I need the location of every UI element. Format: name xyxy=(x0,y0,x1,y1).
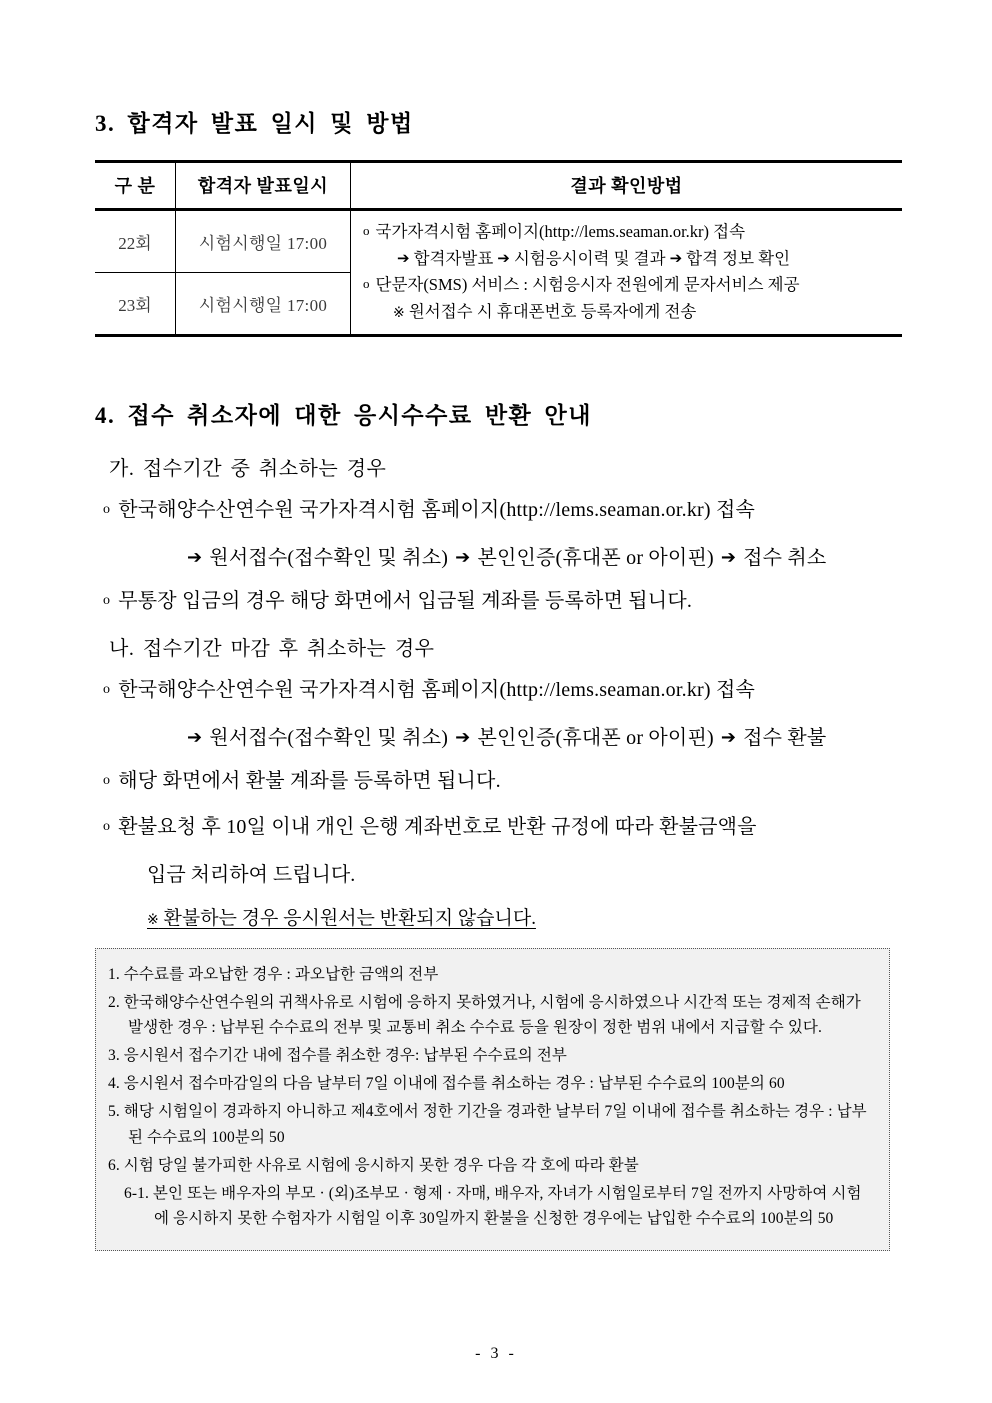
group-b-note-text: 환불하는 경우 응시원서는 반환되지 않습니다. xyxy=(163,907,536,929)
refund-rule-item: 5. 해당 시험일이 경과하지 아니하고 제4호에서 정한 기간을 경과한 날부터 7일 이내에 접수를 취소하는 경우 : 납부된 수수료의 100분의 50 xyxy=(108,1103,867,1146)
page-number: - 3 - xyxy=(475,1345,517,1362)
refund-rule-item: 2. 한국해양수산연수원의 귀책사유로 시험에 응하지 못하였거나, 시험에 응시하였으나 시간적 또는 경제적 손해가 발생한 경우 : 납부된 수수료의 전부 및 교통비 취소 수수료 등을 원장이 정한 범위 내에서 지급할 수 있다. xyxy=(108,993,861,1037)
refund-rules-box xyxy=(95,948,890,1251)
arrow-icon: ➔ xyxy=(187,546,203,568)
group-b-note xyxy=(95,903,895,930)
method-line-2-text: 단문자(SMS) 서비스 : 시험응시자 전원에게 문자서비스 제공 xyxy=(375,275,800,295)
group-b-bullet-3-line-1: 환불요청 후 10일 이내 개인 은행 계좌번호로 반환 규정에 따라 환불금액을 xyxy=(118,815,757,838)
refund-rule-item: 1. 수수료를 과오납한 경우 : 과오납한 금액의 전부 xyxy=(108,965,439,983)
arrow-icon: ➔ xyxy=(497,248,510,267)
group-a-label: 가. 접수기간 중 취소하는 경우 xyxy=(109,457,387,480)
refund-rule-sub-item: 6-1. 본인 또는 배우자의 부모 · (외)조부모 · 형제 · 자매, 배우자, 자녀가 시험일로부터 7일 전까지 사망하여 시험에 응시하지 못한 수험자가 시험일 이후 30일까지 환불을 신청한 경우에는 납입한 수수료의 100분의 50 xyxy=(124,1184,862,1227)
group-b-bullet-1 xyxy=(95,675,895,705)
group-b-flow-step-3: 접수 환불 xyxy=(743,726,827,749)
table-row xyxy=(95,210,902,273)
arrow-icon: ➔ xyxy=(455,726,471,748)
group-a-bullet-1 xyxy=(95,495,895,525)
group-a-flow-step-1: 원서접수(접수확인 및 취소) xyxy=(209,546,449,569)
cell-datetime-23: 시험시행일 17:00 xyxy=(176,272,351,335)
circle-bullet-icon: ο xyxy=(363,276,370,292)
group-b-label: 나. 접수기간 마감 후 취소하는 경우 xyxy=(109,637,435,660)
group-a-bullet-2-text: 무통장 입금의 경우 해당 화면에서 입금될 계좌를 등록하면 됩니다. xyxy=(118,589,693,612)
group-a-bullet-1-text: 한국해양수산연수원 국가자격시험 홈페이지(http://lems.seaman.or.kr) 접속 xyxy=(118,498,755,521)
group-b-bullet-3-line-2: 입금 처리하여 드립니다. xyxy=(147,863,356,886)
group-b-bullet-2 xyxy=(95,766,895,796)
group-a-flow xyxy=(95,541,895,570)
arrow-icon: ➔ xyxy=(187,726,203,748)
section-3-heading: 3. 합격자 발표 일시 및 방법 xyxy=(95,111,414,136)
method-line-1 xyxy=(363,219,898,246)
table-header-row xyxy=(95,162,902,210)
cell-datetime-22: 시험시행일 17:00 xyxy=(176,210,351,273)
table-header-division: 구 분 xyxy=(95,162,176,210)
circle-bullet-icon: ο xyxy=(103,592,111,608)
section-4 xyxy=(95,397,895,1251)
table-header-datetime: 합격자 발표일시 xyxy=(176,162,351,210)
circle-bullet-icon: ο xyxy=(103,501,111,517)
group-b-bullet-3 xyxy=(95,812,895,842)
reference-mark-icon: ※ xyxy=(393,305,405,322)
refund-rule-item: 3. 응시원서 접수기간 내에 접수를 취소한 경우: 납부된 수수료의 전부 xyxy=(108,1047,567,1065)
flow-step-2: 시험응시이력 및 결과 xyxy=(513,248,666,268)
group-b-flow-step-2: 본인인증(휴대폰 or 아이핀) xyxy=(477,726,714,749)
method-note-text: 원서접수 시 휴대폰번호 등록자에게 전송 xyxy=(408,302,697,322)
circle-bullet-icon: ο xyxy=(103,818,111,834)
page-content xyxy=(95,105,895,1251)
circle-bullet-icon: ο xyxy=(363,223,370,238)
cell-method xyxy=(351,210,903,336)
announcement-table xyxy=(95,160,902,337)
flow-step-3: 합격 정보 확인 xyxy=(686,248,791,268)
method-line-1-text: 국가자격시험 홈페이지(http://lems.seaman.or.kr) 접속 xyxy=(375,222,746,241)
method-line-2 xyxy=(363,272,898,299)
cell-division-22: 22회 xyxy=(95,210,176,273)
circle-bullet-icon: ο xyxy=(103,772,111,788)
arrow-icon: ➔ xyxy=(720,546,737,568)
table-header-method: 결과 확인방법 xyxy=(351,162,903,210)
group-b-bullet-1-text: 한국해양수산연수원 국가자격시험 홈페이지(http://lems.seaman.or.kr) 접속 xyxy=(118,678,755,701)
refund-rule-item: 4. 응시원서 접수마감일의 다음 날부터 7일 이내에 접수를 취소하는 경우 : 납부된 수수료의 100분의 60 xyxy=(108,1075,785,1093)
section-4-heading: 4. 접수 취소자에 대한 응시수수료 반환 안내 xyxy=(95,402,592,428)
reference-mark-icon: ※ xyxy=(147,911,159,928)
refund-rule-item: 6. 시험 당일 불가피한 사유로 시험에 응시하지 못한 경우 다음 각 호에 따라 환불 xyxy=(108,1156,639,1174)
arrow-icon: ➔ xyxy=(397,248,410,267)
group-b-bullet-2-text: 해당 화면에서 환불 계좌를 등록하면 됩니다. xyxy=(118,769,501,792)
cell-division-23: 23회 xyxy=(95,272,176,335)
group-a-flow-step-3: 접수 취소 xyxy=(743,546,827,569)
group-a-bullet-2 xyxy=(95,586,895,616)
arrow-icon: ➔ xyxy=(720,726,737,748)
flow-step-1: 합격자발표 xyxy=(413,248,494,268)
method-note-line xyxy=(363,299,898,326)
method-flow-line xyxy=(363,246,898,273)
arrow-icon: ➔ xyxy=(669,248,683,267)
arrow-icon: ➔ xyxy=(455,546,471,568)
group-b-flow xyxy=(95,721,895,750)
group-b-flow-step-1: 원서접수(접수확인 및 취소) xyxy=(209,726,449,749)
group-a-flow-step-2: 본인인증(휴대폰 or 아이핀) xyxy=(477,546,714,569)
circle-bullet-icon: ο xyxy=(103,681,111,697)
